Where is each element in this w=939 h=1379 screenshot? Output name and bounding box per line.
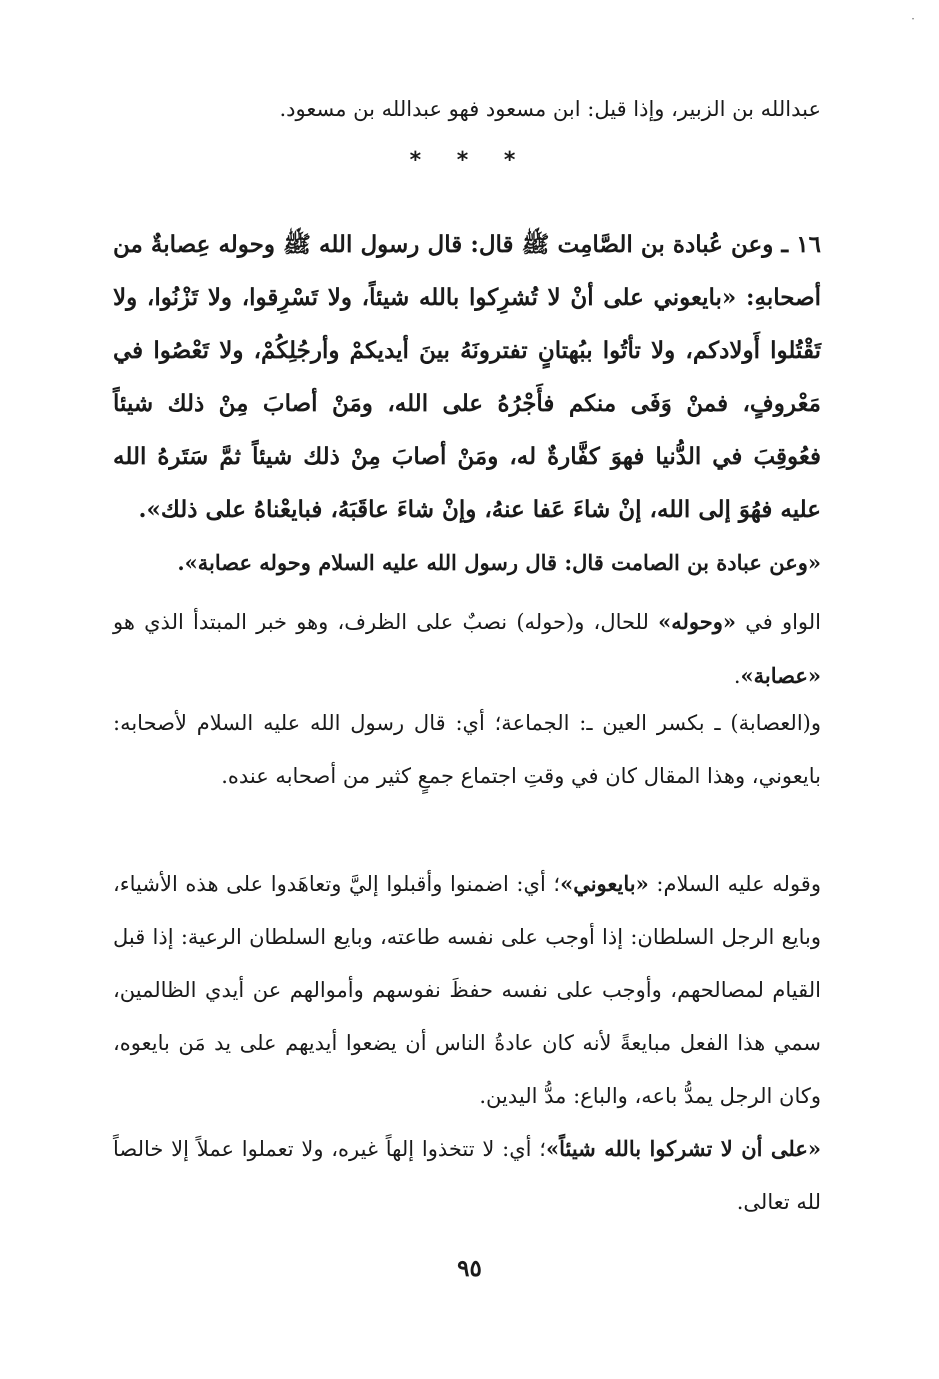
hadith-text: ١٦ ـ وعن عُبادة بن الصَّامِت ﷺ قال: قال رسول الله ﷺ وحوله عِصابةٌ من أصحابهِ: «بايعوني على أنْ لا تُشرِكوا بالله شيئاً، ولا تَسْرِقوا، ولا تَزْنُوا، ولا تَقْتُلوا أَولادكم، ولا تأتُوا ببُهتانٍ تفترونَهُ بينَ أيديكمْ وأرجُلِكُمْ، ولا تَعْصُوا في مَعْروفٍ، فمنْ وَفَى منكم فأَجْرُهُ على الله، ومَنْ أصابَ مِنْ ذلك شيئاً فعُوقِبَ في الدُّنيا فهوَ كفَّارةٌ له، ومَنْ أصابَ مِنْ ذلك شيئاً ثمَّ سَتَرهُ الله عليه فهُوَ إلى الله، إنْ شاءَ عَفا عنهُ، وإنْ شاءَ عاقَبَهُ، فبايعْناهُ على ذلك». xyxy=(113,231,821,523)
paragraph-isaba: و(العصابة) ـ بكسر العين ـ: الجماعة؛ أي: قال رسول الله عليه السلام لأصحابه: بايعوني، وهذا المقال كان في وقتِ اجتماع جمعٍ كثير من أصحابه عنده. xyxy=(113,711,821,788)
paragraph-bayiuni xyxy=(113,857,821,1123)
p4-text-a: وقوله عليه السلام: xyxy=(648,872,821,896)
p5-quote: «على أن لا تشركوا بالله شيئاً» xyxy=(545,1136,821,1161)
p4-quote-bayiuni: «بايعوني» xyxy=(560,871,649,896)
commentary-heading: «وعن عبادة بن الصامت قال: قال رسول الله عليه السلام وحوله عصابة». xyxy=(177,550,821,575)
corner-mark: · xyxy=(911,12,915,26)
p5-text: ؛ أي: لا تتخذوا إلهاً غيره، ولا تعملوا عملاً إلا خالصاً لله تعالى. xyxy=(113,1137,821,1214)
paragraph-waw xyxy=(113,595,821,703)
p2-text-e: . xyxy=(733,664,741,688)
top-line: عبدالله بن الزبير، وإذا قيل: ابن مسعود فهو عبدالله بن مسعود. xyxy=(279,97,821,121)
p4-text-c: ؛ أي: اضمنوا وأقبلوا إليَّ وتعاهَدوا على هذه الأشياء، وبايع الرجل السلطان: إذا أوجب على نفسه طاعته، وبايع السلطان الرعية: إذا قبل القيام لمصالحهم، وأوجب على نفسه حفظَ نفوسهم وأموالهم عن أيدي الظالمين، سمي هذا الفعل مبايعةً لأنه كان عادةُ الناس أن يضعوا أيديهم على يد مَن بايعوه، وكان الرجل يمدُّ باعه، والباع: مدُّ اليدين. xyxy=(113,872,821,1108)
section-separator: * * * xyxy=(409,148,530,173)
p2-text-a: الواو في xyxy=(736,610,821,634)
page-number: ٩٥ xyxy=(457,1255,482,1282)
paragraph-shirk xyxy=(113,1122,821,1229)
p2-text-c: للحال، و(حوله) نصبٌ على الظرف، وهو خبر المبتدأ الذي هو xyxy=(113,610,659,634)
p2-quote-wahawlahu: «وحوله» xyxy=(658,609,736,634)
p2-quote-isaba: «عصابة» xyxy=(740,663,821,688)
